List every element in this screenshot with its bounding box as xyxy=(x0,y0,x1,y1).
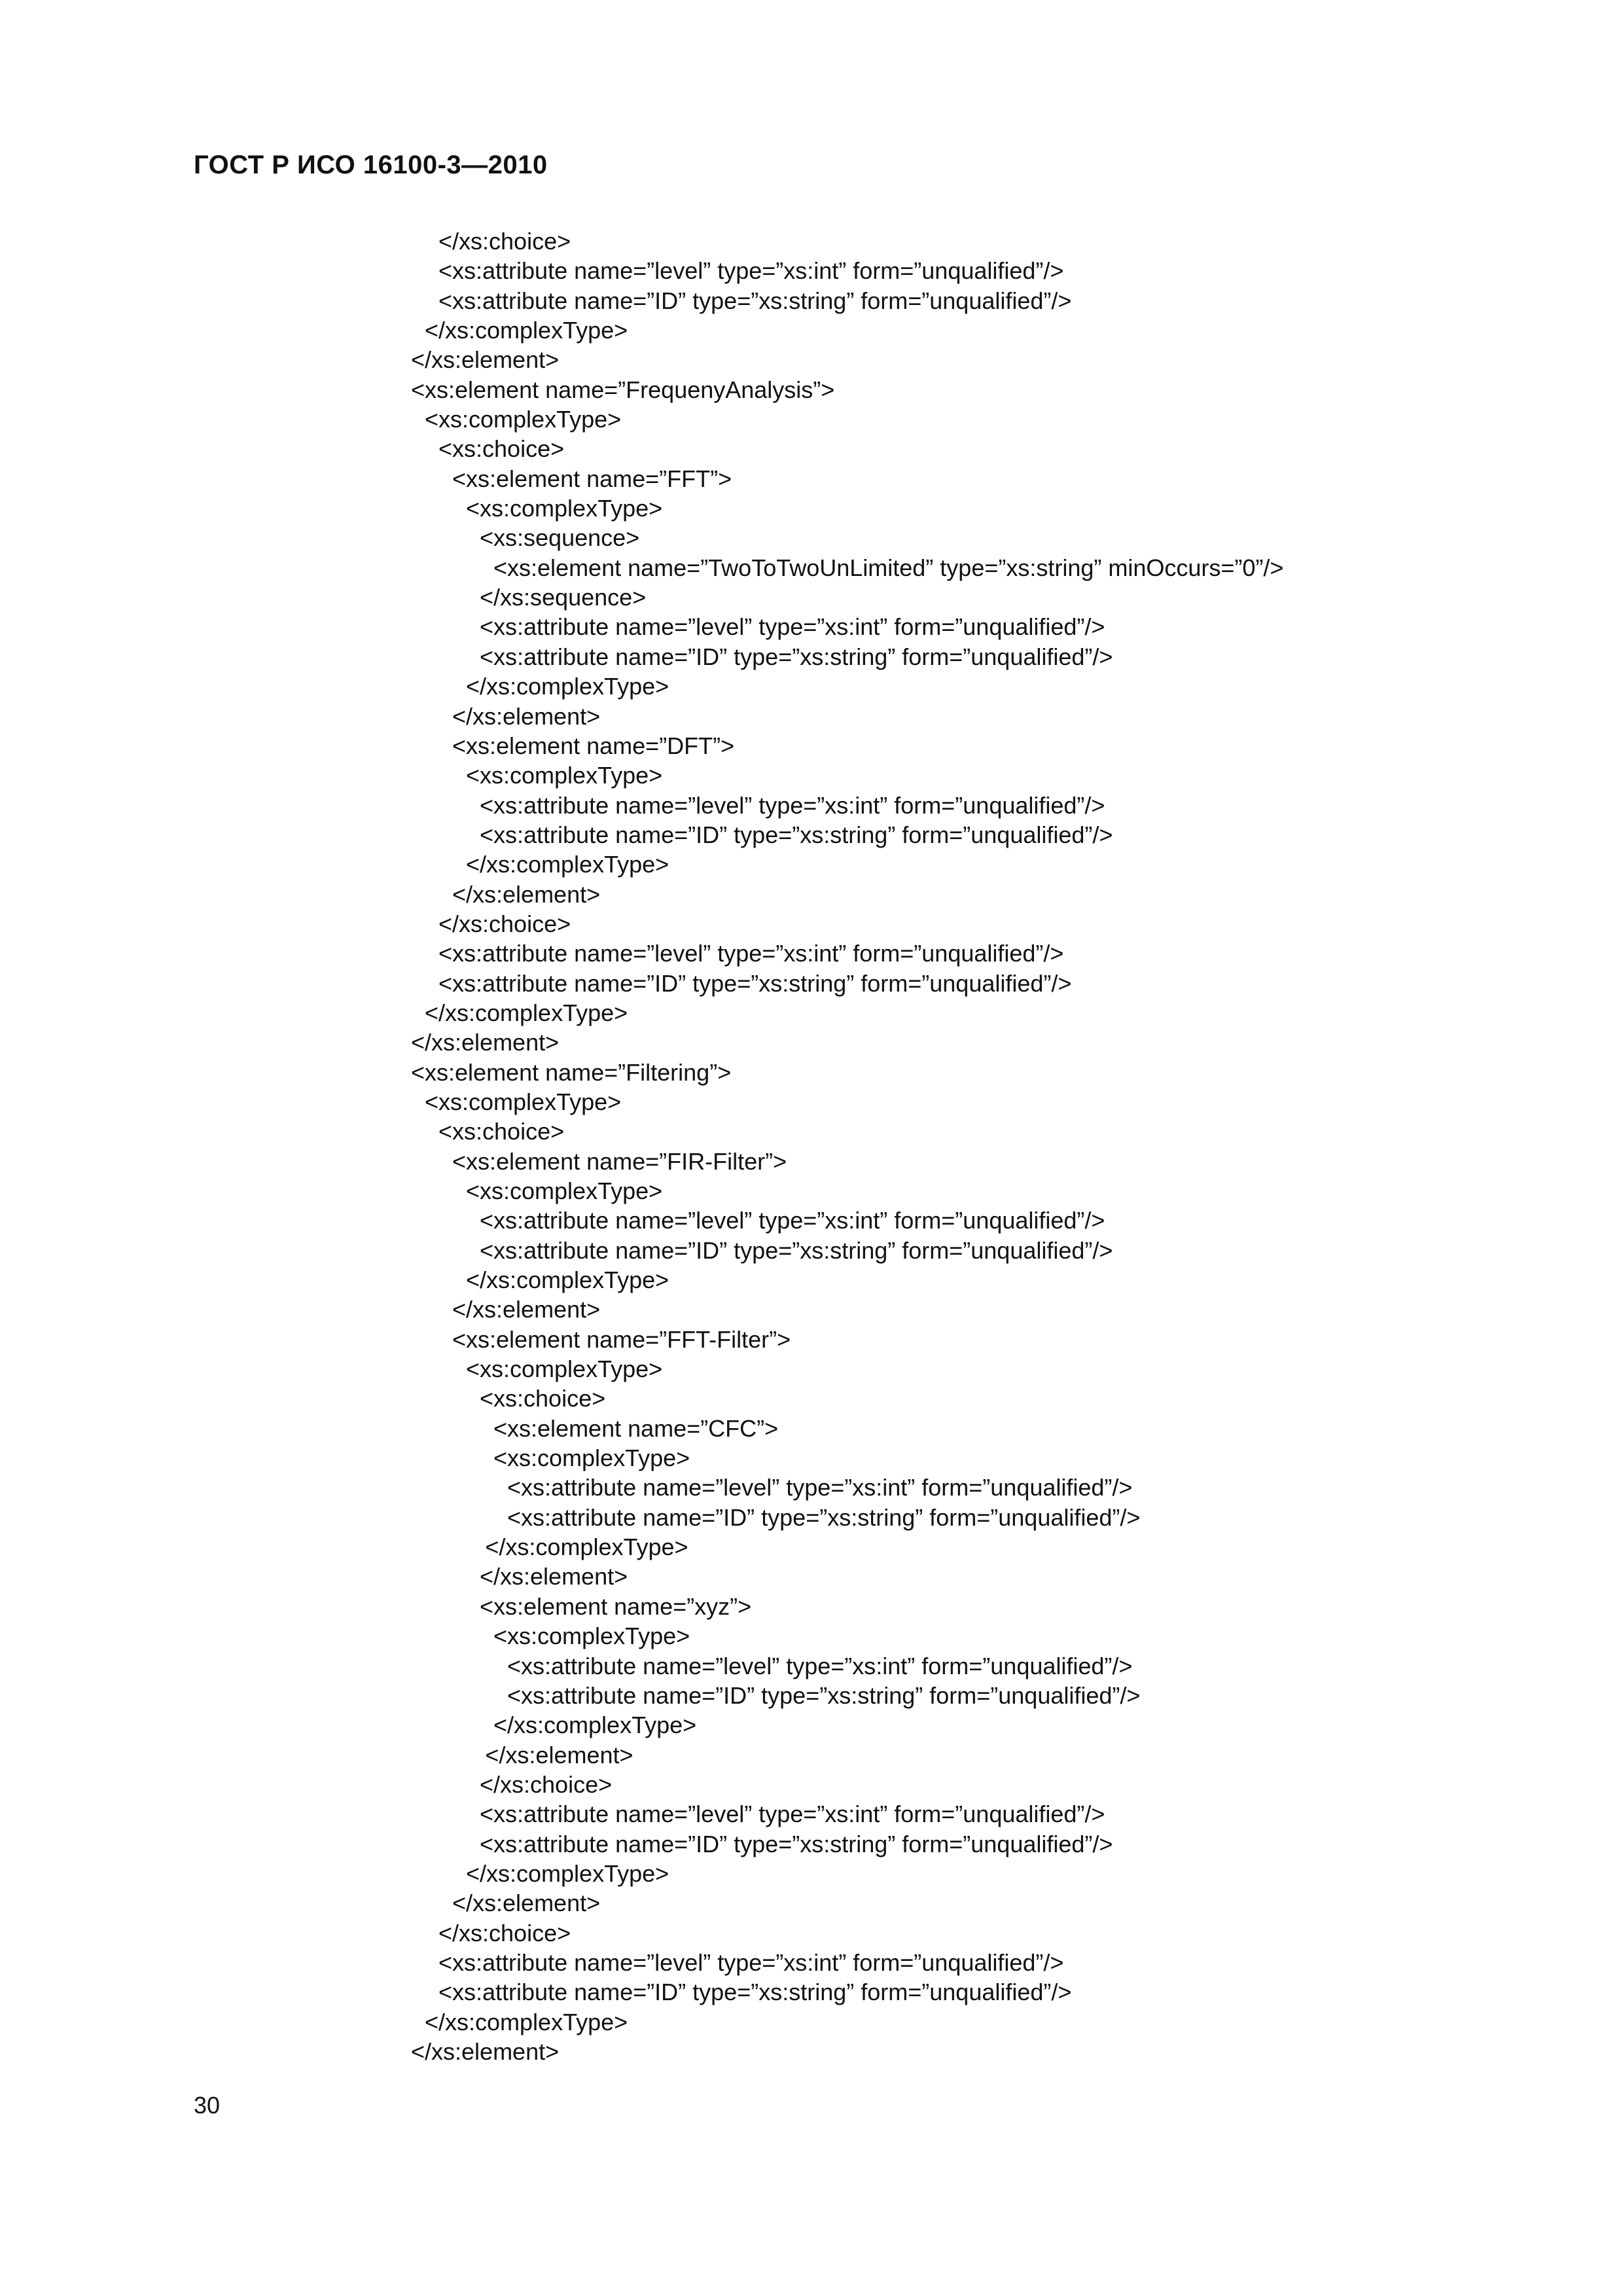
document-header: ГОСТ Р ИСО 16100-3—2010 xyxy=(194,151,548,179)
code-line: <xs:attribute name=”ID” type=”xs:string” form=”unqualified”/> xyxy=(480,821,1113,848)
code-line: </xs:element> xyxy=(411,1029,560,1056)
code-line: <xs:complexType> xyxy=(425,406,622,433)
code-line: <xs:attribute name=”level” type=”xs:int” form=”unqualified”/> xyxy=(438,257,1064,285)
code-line: <xs:choice> xyxy=(438,435,565,463)
code-line: </xs:choice> xyxy=(438,910,571,937)
code-line: <xs:attribute name=”level” type=”xs:int” form=”unqualified”/> xyxy=(480,791,1105,819)
code-line: <xs:attribute name=”level” type=”xs:int” form=”unqualified”/> xyxy=(438,1948,1064,1976)
code-line: <xs:attribute name=”ID” type=”xs:string” form=”unqualified”/> xyxy=(480,1830,1113,1857)
code-line: </xs:choice> xyxy=(480,1770,613,1798)
code-line: <xs:attribute name=”level” type=”xs:int” form=”unqualified”/> xyxy=(507,1652,1133,1679)
code-line: <xs:attribute name=”ID” type=”xs:string” form=”unqualified”/> xyxy=(507,1503,1141,1531)
code-line: <xs:element name=”TwoToTwoUnLimited” type=”xs:string” minOccurs=”0”/> xyxy=(493,554,1284,581)
code-line: <xs:element name=”Filtering”> xyxy=(411,1058,732,1086)
code-line: <xs:element name=”FFT”> xyxy=(452,465,732,492)
code-line: <xs:choice> xyxy=(438,1118,565,1145)
code-line: <xs:complexType> xyxy=(466,1177,663,1204)
code-line: </xs:element> xyxy=(411,346,560,374)
code-line: <xs:attribute name=”level” type=”xs:int” form=”unqualified”/> xyxy=(438,940,1064,967)
code-line: </xs:complexType> xyxy=(485,1534,688,1561)
code-line: <xs:attribute name=”level” type=”xs:int” form=”unqualified”/> xyxy=(507,1474,1133,1501)
code-line: <xs:attribute name=”ID” type=”xs:string” form=”unqualified”/> xyxy=(438,1979,1072,2006)
code-line: </xs:element> xyxy=(452,1296,601,1323)
code-line: </xs:element> xyxy=(452,702,601,730)
code-line: </xs:element> xyxy=(411,2037,560,2065)
code-line: </xs:sequence> xyxy=(480,584,647,611)
code-line: <xs:complexType> xyxy=(466,1355,663,1383)
code-line: <xs:element name=”FFT-Filter”> xyxy=(452,1325,791,1353)
code-line: </xs:complexType> xyxy=(493,1712,697,1739)
code-line: </xs:complexType> xyxy=(466,1266,669,1294)
code-line: </xs:element> xyxy=(452,1890,601,1917)
code-line: <xs:complexType> xyxy=(466,762,663,789)
code-line: </xs:complexType> xyxy=(466,1859,669,1887)
code-line: <xs:attribute name=”level” type=”xs:int” form=”unqualified”/> xyxy=(480,1801,1105,1828)
code-line: <xs:element name=”xyz”> xyxy=(480,1592,752,1620)
code-line: </xs:complexType> xyxy=(425,999,628,1026)
code-line: <xs:sequence> xyxy=(480,524,640,552)
code-line: <xs:element name=”FIR-Filter”> xyxy=(452,1147,787,1175)
code-line: </xs:choice> xyxy=(438,1919,571,1946)
code-line: <xs:element name=”CFC”> xyxy=(493,1414,779,1442)
code-line: </xs:complexType> xyxy=(466,673,669,700)
page-number: 30 xyxy=(194,2092,221,2119)
code-line: <xs:attribute name=”level” type=”xs:int” form=”unqualified”/> xyxy=(480,1207,1105,1234)
code-line: <xs:complexType> xyxy=(493,1623,690,1650)
code-line: </xs:element> xyxy=(452,880,601,908)
code-line: <xs:choice> xyxy=(480,1385,606,1412)
code-line: </xs:choice> xyxy=(438,228,571,255)
code-line: </xs:complexType> xyxy=(425,317,628,344)
code-line: </xs:element> xyxy=(480,1563,628,1590)
code-line: <xs:element name=”FrequenyAnalysis”> xyxy=(411,376,835,403)
xml-schema-listing xyxy=(411,226,1283,2066)
code-line: <xs:element name=”DFT”> xyxy=(452,732,735,759)
code-line: <xs:complexType> xyxy=(425,1088,622,1115)
code-line: <xs:attribute name=”ID” type=”xs:string” form=”unqualified”/> xyxy=(480,643,1113,670)
code-line: <xs:attribute name=”ID” type=”xs:string” form=”unqualified”/> xyxy=(480,1236,1113,1264)
code-line: </xs:element> xyxy=(485,1741,633,1768)
code-line: <xs:attribute name=”ID” type=”xs:string” form=”unqualified”/> xyxy=(438,287,1072,314)
code-line: </xs:complexType> xyxy=(425,2008,628,2036)
code-line: <xs:complexType> xyxy=(493,1444,690,1472)
code-line: </xs:complexType> xyxy=(466,851,669,878)
code-line: <xs:attribute name=”level” type=”xs:int” form=”unqualified”/> xyxy=(480,613,1105,641)
code-line: <xs:attribute name=”ID” type=”xs:string” form=”unqualified”/> xyxy=(507,1681,1141,1709)
code-line: <xs:attribute name=”ID” type=”xs:string” form=”unqualified”/> xyxy=(438,969,1072,997)
code-line: <xs:complexType> xyxy=(466,495,663,522)
